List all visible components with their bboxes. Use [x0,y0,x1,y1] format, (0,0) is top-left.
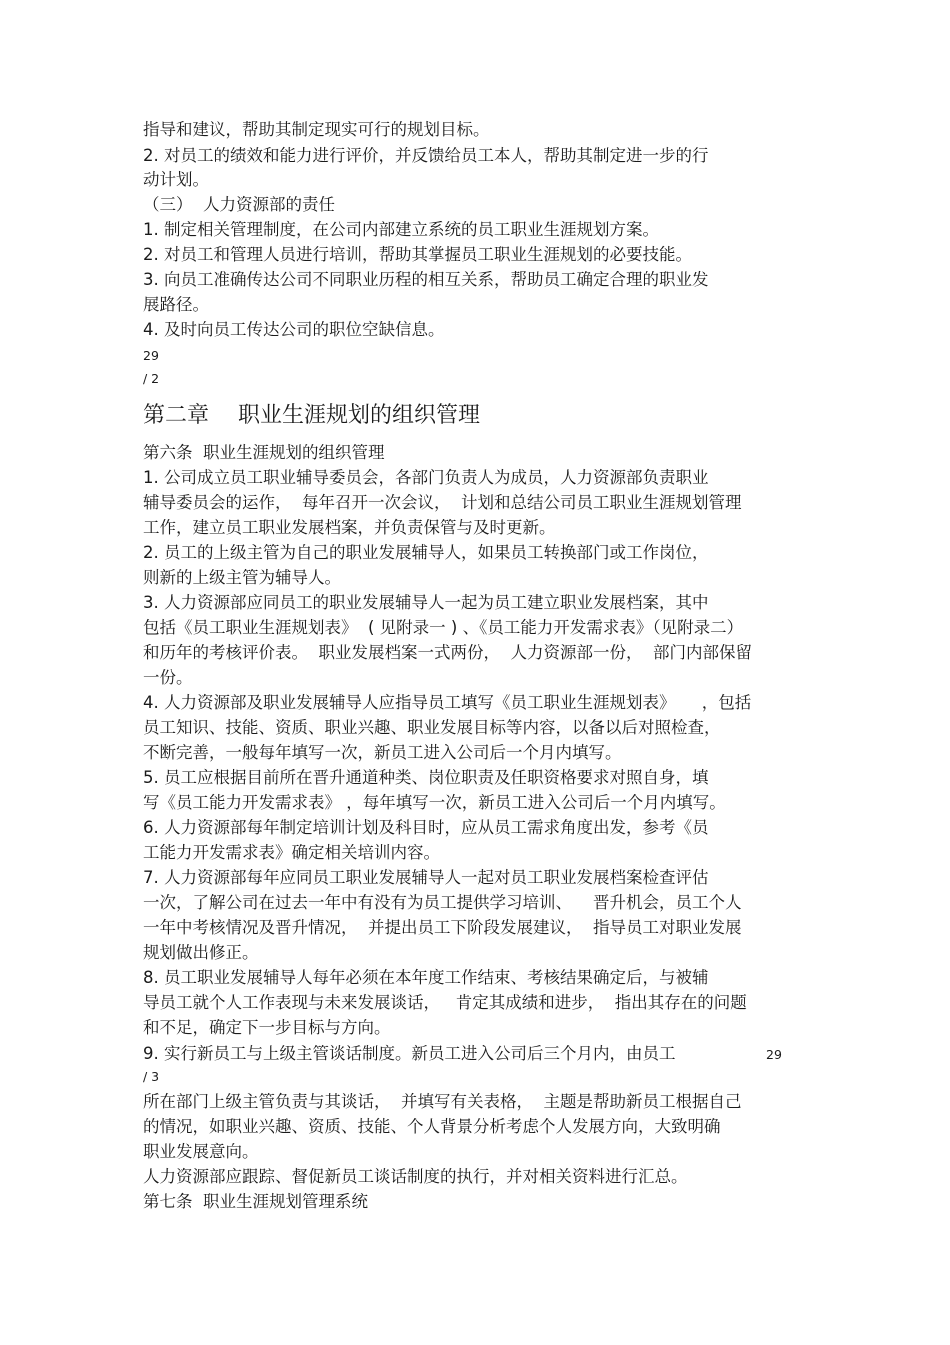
paragraph-line: 员工知识、技能、资质、职业兴趣、职业发展目标等内容，以备以后对照检查， [143,718,721,737]
paragraph-line: 规划做出修正。 [143,943,259,962]
page-total: 29 [766,1047,782,1062]
paragraph-line: 2. 对员工和管理人员进行培训，帮助其掌握员工职业生涯规划的必要技能。 [143,245,692,264]
paragraph-line: 3. 向员工准确传达公司不同职业历程的相互关系，帮助员工确定合理的职业发 [143,270,709,289]
article-heading: 第六条 职业生涯规划的组织管理 [143,443,385,462]
paragraph-line: 6. 人力资源部每年制定培训计划及科目时，应从员工需求角度出发，参考《员 [143,818,709,837]
paragraph-line: 1. 制定相关管理制度，在公司内部建立系统的员工职业生涯规划方案。 [143,220,659,239]
paragraph-line: 不断完善，一般每年填写一次，新员工进入公司后一个月内填写。 [143,743,622,762]
paragraph-line: 的情况，如职业兴趣、资质、技能、个人背景分析考虑个人发展方向，大致明确 [143,1117,721,1136]
paragraph-line: 和不足，确定下一步目标与方向。 [143,1018,391,1037]
paragraph-line: 所在部门上级主管负责与其谈话， 并填写有关表格， 主题是帮助新员工根据自己 [143,1092,742,1111]
article-heading: 第七条 职业生涯规划管理系统 [143,1192,368,1211]
paragraph-line: 8. 员工职业发展辅导人每年必须在本年度工作结束、考核结果确定后，与被辅 [143,968,709,987]
paragraph-line: 职业发展意向。 [143,1142,259,1161]
paragraph-line: 指导和建议，帮助其制定现实可行的规划目标。 [143,120,490,139]
paragraph-line: 展路径。 [143,295,209,314]
paragraph-line: 包括《员工职业生涯规划表》 ( 见附录一 ) 、《员工能力开发需求表》（见附录二） [143,618,744,637]
page-total: 29 [143,348,159,363]
paragraph-line: 和历年的考核评价表。 职业发展档案一式两份， 人力资源部一份， 部门内部保留 [143,643,752,662]
paragraph-line: 一年中考核情况及晋升情况， 并提出员工下阶段发展建议， 指导员工对职业发展 [143,918,742,937]
paragraph-line: 一次，了解公司在过去一年中有没有为员工提供学习培训、 晋升机会，员工个人 [143,893,742,912]
page-number: / 3 [143,1069,160,1084]
paragraph-line: 工作，建立员工职业发展档案，并负责保管与及时更新。 [143,518,556,537]
paragraph-line: 人力资源部应跟踪、督促新员工谈话制度的执行，并对相关资料进行汇总。 [143,1167,688,1186]
paragraph-line: 写《员工能力开发需求表》 ，每年填写一次，新员工进入公司后一个月内填写。 [143,793,726,812]
paragraph-line: 工能力开发需求表》确定相关培训内容。 [143,843,440,862]
chapter-title: 第二章 职业生涯规划的组织管理 [143,403,480,428]
paragraph-line: 一份。 [143,668,193,687]
paragraph-line: 3. 人力资源部应同员工的职业发展辅导人一起为员工建立职业发展档案，其中 [143,593,709,612]
paragraph-line: 5. 员工应根据目前所在晋升通道种类、岗位职责及任职资格要求对照自身，填 [143,768,709,787]
subsection-heading: （三） 人力资源部的责任 [143,195,335,214]
paragraph-line: 7. 人力资源部每年应同员工职业发展辅导人一起对员工职业发展档案检查评估 [143,868,709,887]
paragraph-line: 1. 公司成立员工职业辅导委员会，各部门负责人为成员，人力资源部负责职业 [143,468,709,487]
page-number: / 2 [143,371,160,386]
paragraph-line: 2. 员工的上级主管为自己的职业发展辅导人，如果员工转换部门或工作岗位， [143,543,709,562]
paragraph-line: 4. 人力资源部及职业发展辅导人应指导员工填写《员工职业生涯规划表》 ，包括 [143,693,752,712]
paragraph-line: 2. 对员工的绩效和能力进行评价，并反馈给员工本人，帮助其制定进一步的行 [143,146,709,165]
paragraph-line: 辅导委员会的运作， 每年召开一次会议， 计划和总结公司员工职业生涯规划管理 [143,493,742,512]
paragraph-line: 动计划。 [143,170,209,189]
paragraph-line: 4. 及时向员工传达公司的职位空缺信息。 [143,320,445,339]
paragraph-line: 9. 实行新员工与上级主管谈话制度。新员工进入公司后三个月内，由员工 [143,1044,676,1063]
paragraph-line: 导员工就个人工作表现与未来发展谈话， 肯定其成绩和进步， 指出其存在的问题 [143,993,747,1012]
paragraph-line: 则新的上级主管为辅导人。 [143,568,341,587]
